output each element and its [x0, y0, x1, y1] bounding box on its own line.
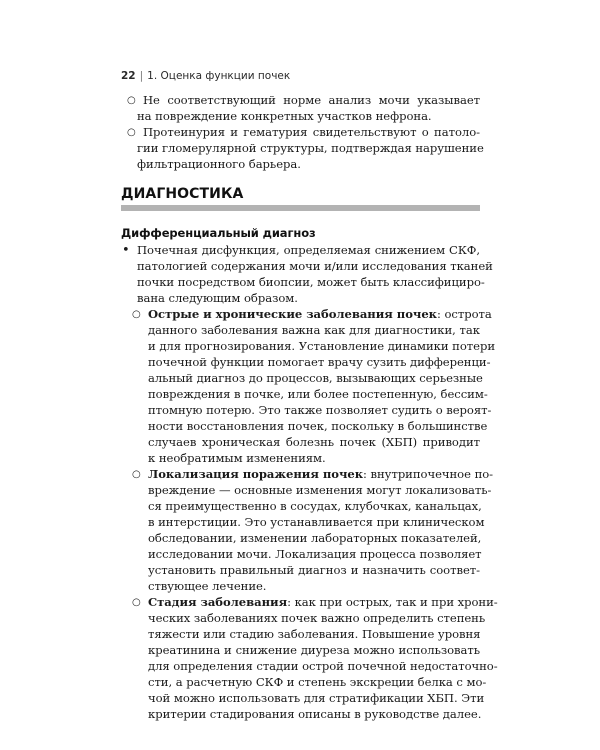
sub-item-2-line-5: обследовании, изменении лабораторных показателей,: [148, 531, 482, 545]
sub-item-2-line-3: ся преимущественно в сосудах, клубочках, канальцах,: [148, 499, 482, 513]
sub-item-1-line-1: Острые и хронические заболевания почек: острота: [148, 307, 492, 321]
sub-item-3-term: Стадия заболевания: [148, 595, 288, 609]
sub-item-3-line-3: тяжести или стадию заболевания. Повышение уровня: [148, 627, 481, 641]
intro-item-2-line-1: Протеинурия и гематурия свидетельствуют о патоло-: [143, 125, 480, 139]
sub-item-3-line-1: Стадия заболевания: как при острых, так и при хрони-: [148, 595, 498, 609]
sub-item-1-line-3: и для прогнозирования. Установление динамики потери: [148, 339, 496, 353]
sub-item-3-line-5: для определения стадии острой почечной недостаточно-: [148, 659, 498, 673]
sub-item-1-line-8: ности восстановления почек, поскольку в большинстве: [148, 419, 488, 433]
sub-item-3-line-8: критерии стадирования описаны в руководстве далее.: [148, 707, 482, 721]
intro-item-1-line-1: Не соответствующий норме анализ мочи указывает: [143, 93, 480, 107]
bullet-line-3: почки посредством биопсии, может быть классифициро-: [137, 275, 485, 289]
sub-item-1-line-2: данного заболевания важна как для диагностики, так: [148, 323, 480, 337]
sub-item-1-line-4: почечной функции помогает врачу сузить дифференци-: [148, 355, 491, 369]
sub-item-1-line-10: к необратимым изменениям.: [148, 451, 326, 465]
sub-item-3-line-6: сти, а расчетную СКФ и степень экскреции белка с мо-: [148, 675, 487, 689]
sub-item-1-line-5: альный диагноз до процессов, вызывающих серьезные: [148, 371, 483, 385]
bullet-line-4: вана следующим образом.: [137, 291, 298, 305]
bullet-line-2: патологией содержания мочи и/или исследования тканей: [137, 259, 493, 273]
intro-item-1-line-2: на повреждение конкретных участков нефрона.: [137, 109, 432, 123]
sub-item-1-line-6: повреждения в почке, или более постепенную, бессим-: [148, 387, 488, 401]
circle-bullet-icon: ○: [132, 597, 141, 608]
page-number: 22: [121, 70, 136, 82]
circle-bullet-icon: ○: [132, 309, 141, 320]
running-header: [121, 70, 290, 82]
sub-item-3-line-7: чой можно использовать для стратификации ХБП. Эти: [148, 691, 485, 705]
sub-item-2-line-4: в интерстиции. Это устанавливается при клиническом: [148, 515, 485, 529]
sub-item-2-term: Локализация поражения почек: [148, 467, 364, 481]
header-separator: |: [139, 70, 144, 82]
sub-item-3-line-4: креатинина и снижение диуреза можно использовать: [148, 643, 480, 657]
sub-item-2-line-6: исследовании мочи. Локализация процесса позволяет: [148, 547, 482, 561]
circle-bullet-icon: ○: [127, 127, 136, 138]
intro-item-2-line-3: фильтрационного барьера.: [137, 157, 301, 171]
chapter-title: 1. Оценка функции почек: [147, 70, 291, 82]
circle-bullet-icon: ○: [132, 469, 141, 480]
sub-item-3-line-2: ческих заболеваниях почек важно определить степень: [148, 611, 486, 625]
section-title: ДИАГНОСТИКА: [121, 186, 244, 202]
intro-item-2-line-2: гии гломерулярной структуры, подтверждая нарушение: [137, 141, 484, 155]
bullet-line-1: Почечная дисфункция, определяемая снижением СКФ,: [137, 243, 480, 257]
subsection-title: Дифференциальный диагноз: [121, 226, 316, 240]
sub-item-1-line-7: птомную потерю. Это также позволяет судить о вероят-: [148, 403, 492, 417]
sub-item-2-line-1: Локализация поражения почек: внутрипочечное по-: [148, 467, 494, 481]
sub-item-2-line-7: установить правильный диагноз и назначить соответ-: [148, 563, 480, 577]
sub-item-1-line-9: случаев хроническая болезнь почек (ХБП) приводит: [148, 435, 480, 449]
section-rule: [121, 205, 480, 211]
bullet-dot-icon: •: [122, 243, 130, 258]
circle-bullet-icon: ○: [127, 95, 136, 106]
sub-item-1-term: Острые и хронические заболевания почек: [148, 307, 437, 321]
sub-item-2-line-2: вреждение — основные изменения могут локализовать-: [148, 483, 492, 497]
sub-item-2-line-8: ствующее лечение.: [148, 579, 267, 593]
